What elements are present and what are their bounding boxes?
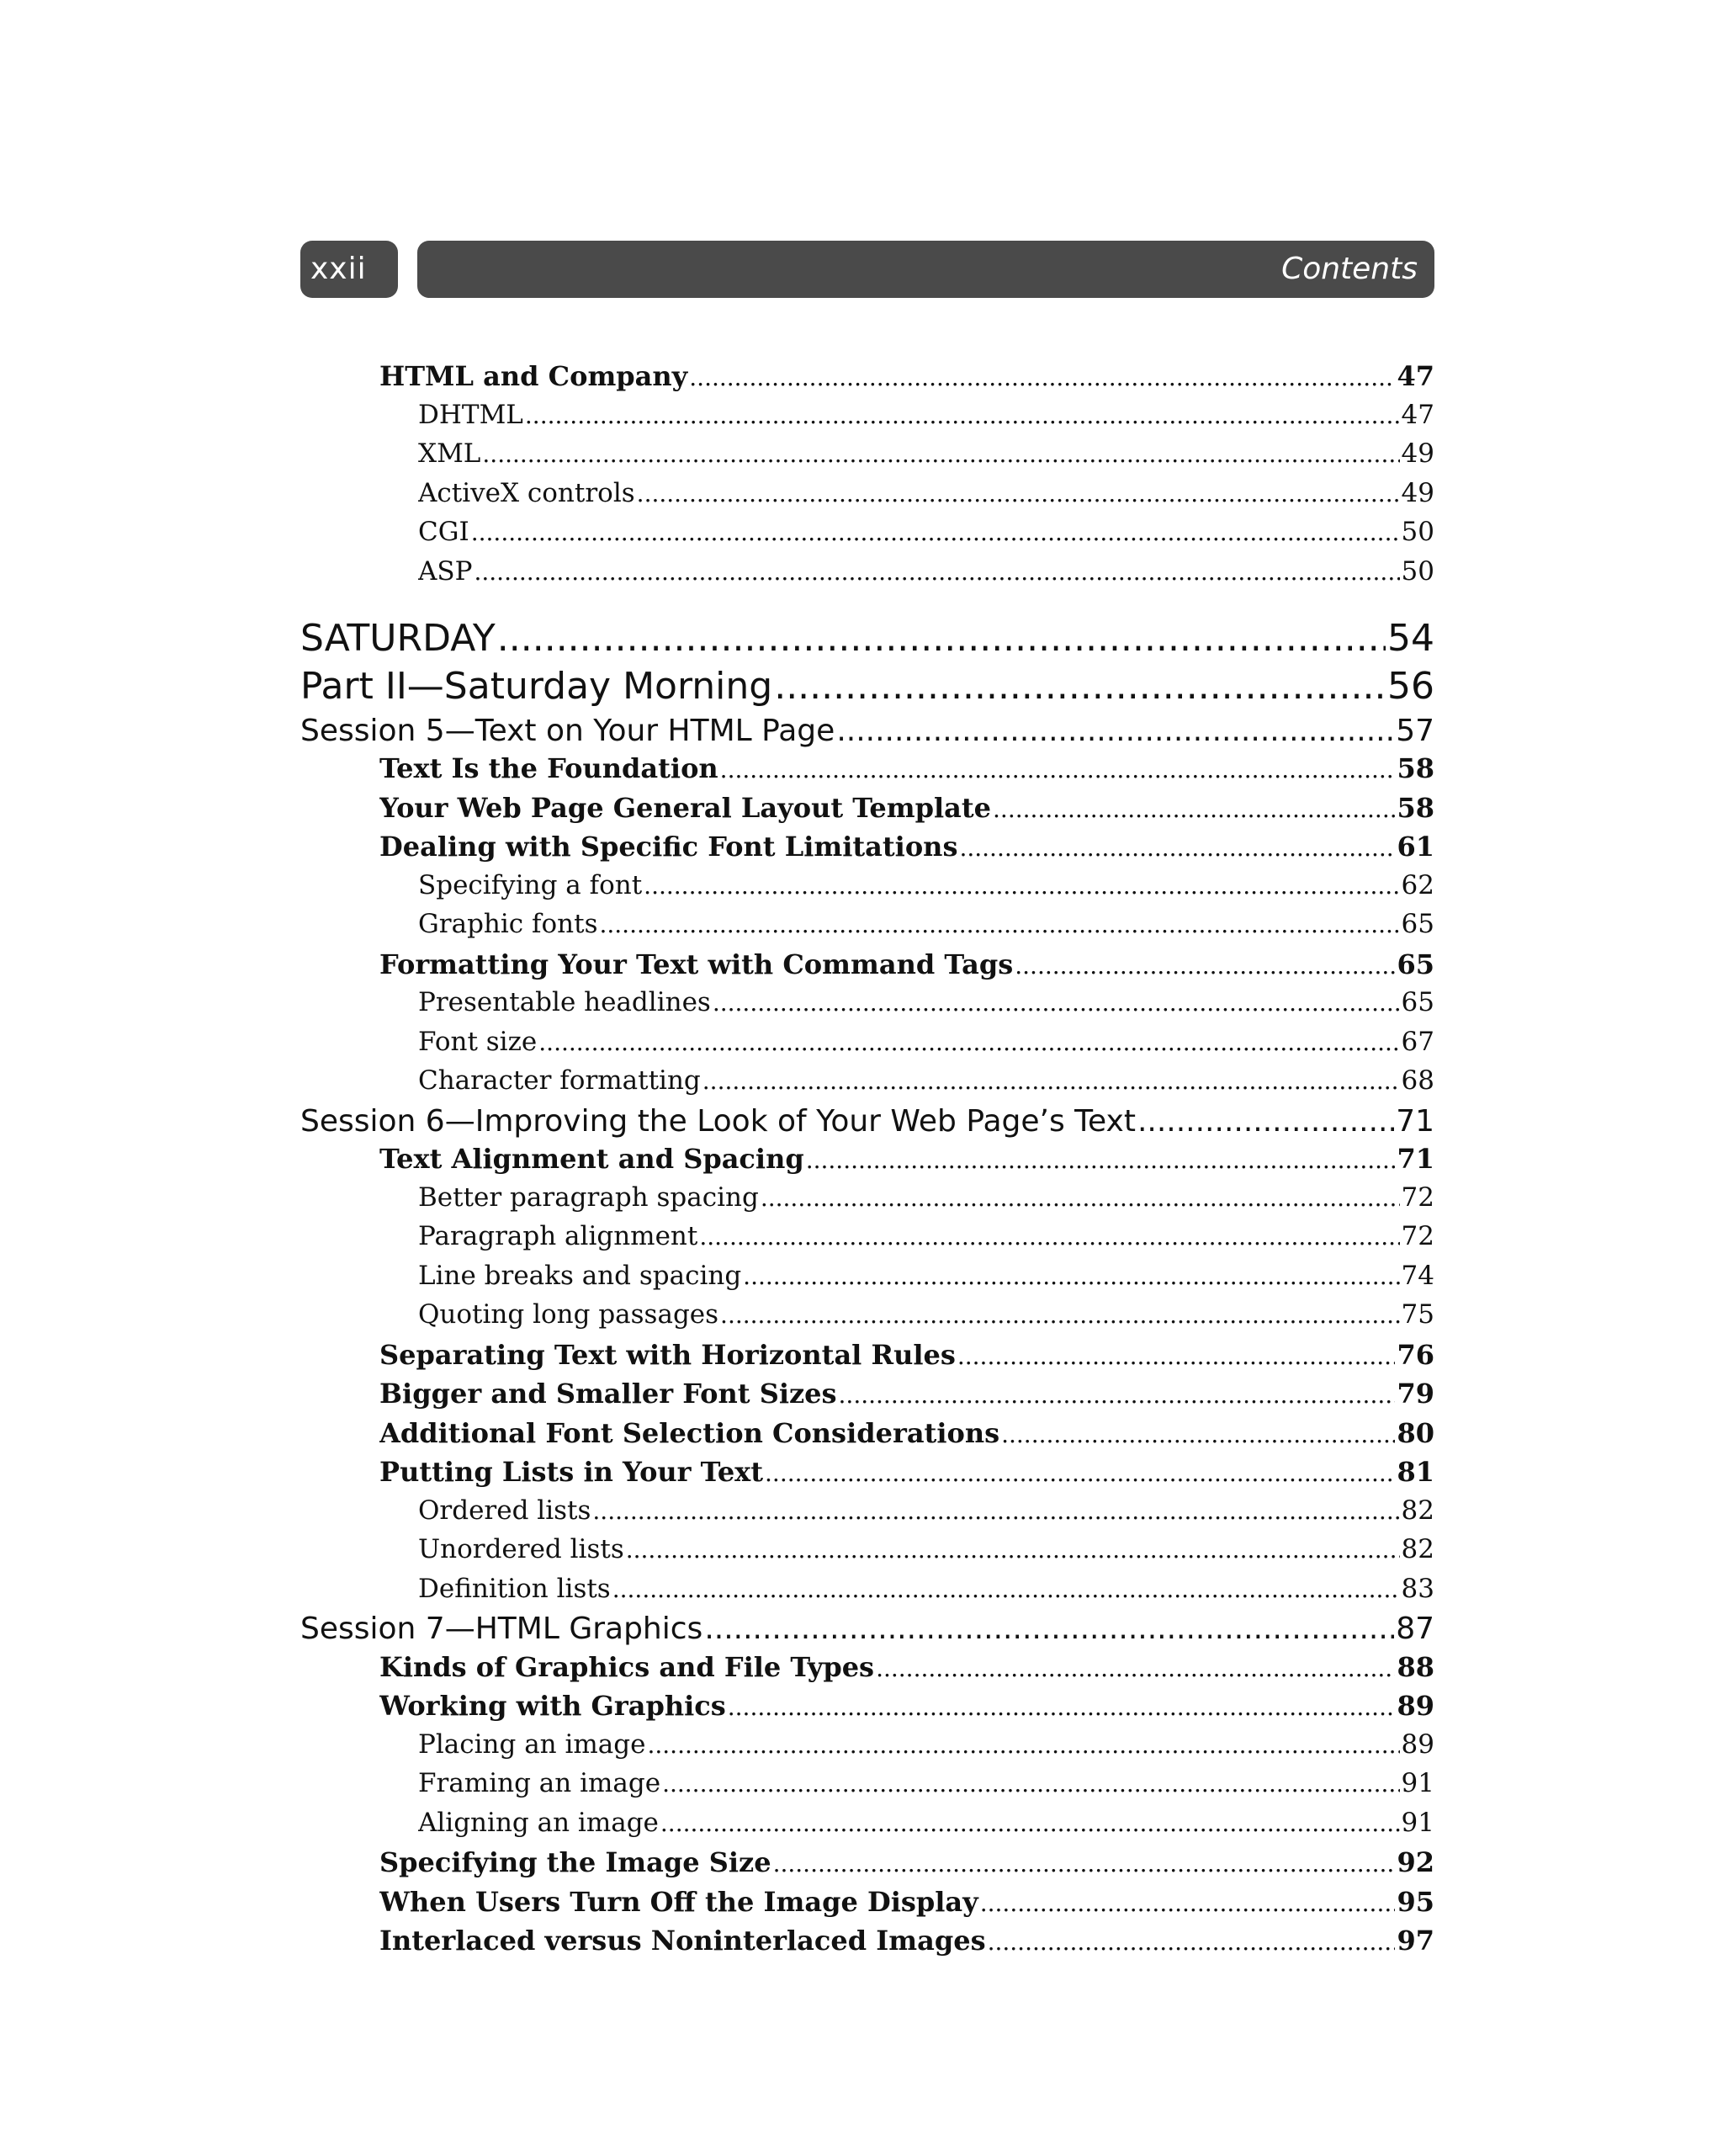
toc-dot-leader xyxy=(806,1146,1396,1174)
toc-entry-page: 47 xyxy=(1401,400,1434,430)
toc-entry-title: HTML and Company xyxy=(379,360,688,392)
toc-entry-page: 72 xyxy=(1401,1182,1434,1213)
toc-entry-title: Definition lists xyxy=(418,1574,611,1604)
toc-dot-leader xyxy=(637,480,1400,507)
toc-entry-page: 58 xyxy=(1397,792,1434,824)
toc-dot-leader xyxy=(1015,952,1395,980)
toc-entry-page: 89 xyxy=(1397,1690,1434,1722)
toc-entry-page: 92 xyxy=(1397,1846,1434,1878)
toc-entry xyxy=(300,617,1434,664)
toc-dot-leader xyxy=(980,1889,1396,1917)
toc-dot-leader xyxy=(525,401,1400,429)
toc-entry xyxy=(379,1339,1434,1376)
toc-entry-page: 91 xyxy=(1401,1808,1434,1838)
toc-entry-title: Ordered lists xyxy=(418,1495,591,1526)
toc-entry-page: 71 xyxy=(1396,1104,1434,1139)
toc-entry-title: Session 6—Improving the Look of Your Web Page’s Text xyxy=(300,1104,1136,1139)
toc-entry-page: 76 xyxy=(1397,1339,1434,1371)
toc-entry-page: 81 xyxy=(1397,1456,1434,1488)
toc-entry-title: Presentable headlines xyxy=(418,987,711,1017)
toc-entry-page: 65 xyxy=(1397,948,1434,980)
toc-entry-title: Paragraph alignment xyxy=(418,1221,698,1251)
toc-entry-page: 82 xyxy=(1401,1534,1434,1564)
toc-dot-leader xyxy=(957,1342,1396,1370)
toc-entry xyxy=(418,1534,1434,1571)
toc-entry-page: 97 xyxy=(1397,1925,1434,1957)
toc-entry-page: 49 xyxy=(1401,438,1434,469)
toc-entry-title: Specifying a font xyxy=(418,870,643,900)
toc-entry xyxy=(300,714,1434,752)
toc-entry xyxy=(379,1651,1434,1688)
toc-entry-page: 58 xyxy=(1397,752,1434,784)
toc-entry-title: Bigger and Smaller Font Sizes xyxy=(379,1378,837,1410)
toc-entry-page: 65 xyxy=(1401,909,1434,939)
toc-entry xyxy=(379,1143,1434,1180)
toc-entry xyxy=(418,1808,1434,1845)
toc-dot-leader xyxy=(704,1612,1394,1646)
toc-entry-title: Character formatting xyxy=(418,1065,701,1096)
toc-entry-page: 50 xyxy=(1401,517,1434,547)
toc-entry-page: 68 xyxy=(1401,1065,1434,1096)
toc-entry-title: Graphic fonts xyxy=(418,909,598,939)
toc-dot-leader xyxy=(660,1809,1400,1837)
toc-entry-title: DHTML xyxy=(418,400,523,430)
toc-dot-leader xyxy=(720,1301,1400,1329)
toc-dot-leader xyxy=(765,1459,1395,1487)
toc-entry-page: 47 xyxy=(1397,360,1434,392)
toc-entry-page: 95 xyxy=(1397,1886,1434,1918)
toc-entry-title: Text Alignment and Spacing xyxy=(379,1143,804,1175)
toc-dot-leader xyxy=(471,518,1400,546)
toc-entry xyxy=(379,792,1434,829)
toc-entry xyxy=(418,1065,1434,1102)
toc-entry xyxy=(300,665,1434,712)
toc-entry-title: Working with Graphics xyxy=(379,1690,726,1722)
toc-dot-leader xyxy=(626,1536,1400,1564)
toc-entry-page: 62 xyxy=(1401,870,1434,900)
toc-entry xyxy=(418,1182,1434,1219)
toc-entry-page: 50 xyxy=(1401,556,1434,587)
toc-dot-leader xyxy=(699,1223,1399,1251)
toc-entry xyxy=(379,1417,1434,1454)
toc-entry xyxy=(418,1768,1434,1805)
toc-entry-page: 89 xyxy=(1401,1729,1434,1760)
toc-entry-title: ActiveX controls xyxy=(418,478,635,508)
toc-entry xyxy=(418,556,1434,593)
toc-entry-page: 82 xyxy=(1401,1495,1434,1526)
toc-entry-title: Formatting Your Text with Command Tags xyxy=(379,948,1014,980)
toc-dot-leader xyxy=(662,1770,1399,1798)
toc-entry xyxy=(379,831,1434,868)
toc-dot-leader xyxy=(720,756,1396,783)
toc-entry-page: 67 xyxy=(1401,1027,1434,1057)
toc-entry xyxy=(300,1612,1434,1650)
toc-entry-title: Specifying the Image Size xyxy=(379,1846,771,1878)
toc-dot-leader xyxy=(647,1731,1399,1759)
toc-entry-title: Interlaced versus Noninterlaced Images xyxy=(379,1925,986,1957)
toc-dot-leader xyxy=(644,872,1399,900)
toc-entry-title: Part II—Saturday Morning xyxy=(300,665,773,708)
toc-entry-page: 87 xyxy=(1396,1612,1434,1646)
toc-entry-title: CGI xyxy=(418,517,469,547)
toc-dot-leader xyxy=(538,1028,1399,1056)
toc-entry-title: Putting Lists in Your Text xyxy=(379,1456,764,1488)
toc-dot-leader xyxy=(713,989,1400,1017)
toc-entry-title: Session 7—HTML Graphics xyxy=(300,1612,703,1646)
toc-dot-leader xyxy=(702,1067,1400,1095)
toc-entry xyxy=(418,1221,1434,1258)
toc-entry xyxy=(418,1299,1434,1336)
toc-entry-title: ASP xyxy=(418,556,473,587)
toc-entry-page: 61 xyxy=(1397,831,1434,863)
toc-dot-leader xyxy=(773,1850,1396,1877)
toc-dot-leader xyxy=(482,440,1399,468)
toc-dot-leader xyxy=(836,714,1394,748)
toc-entry-page: 83 xyxy=(1401,1574,1434,1604)
toc-entry xyxy=(379,1456,1434,1493)
toc-entry-title: Text Is the Foundation xyxy=(379,752,718,784)
toc-entry-title: Separating Text with Horizontal Rules xyxy=(379,1339,956,1371)
toc-entry xyxy=(379,360,1434,397)
toc-entry xyxy=(418,438,1434,475)
toc-entry-title: Your Web Page General Layout Template xyxy=(379,792,992,824)
toc-entry-title: Session 5—Text on Your HTML Page xyxy=(300,714,835,748)
toc-entry-title: SATURDAY xyxy=(300,617,496,660)
toc-entry xyxy=(379,1846,1434,1883)
toc-entry-page: 54 xyxy=(1387,617,1434,660)
toc-entry xyxy=(418,987,1434,1024)
toc-entry xyxy=(379,1690,1434,1727)
toc-entry-page: 79 xyxy=(1397,1378,1434,1410)
toc-entry xyxy=(379,1886,1434,1923)
toc-dot-leader xyxy=(761,1184,1400,1212)
toc-entry xyxy=(300,1104,1434,1143)
toc-entry-title: When Users Turn Off the Image Display xyxy=(379,1886,978,1918)
toc-entry-title: Framing an image xyxy=(418,1768,661,1798)
toc-entry xyxy=(418,1574,1434,1611)
toc-entry-page: 74 xyxy=(1401,1261,1434,1291)
toc-entry-title: Aligning an image xyxy=(418,1808,659,1838)
toc-dot-leader xyxy=(839,1381,1396,1409)
toc-entry xyxy=(418,1027,1434,1064)
toc-entry-page: 57 xyxy=(1396,714,1434,748)
toc-dot-leader xyxy=(612,1575,1400,1603)
toc-dot-leader xyxy=(1001,1421,1395,1448)
toc-entry xyxy=(418,1729,1434,1766)
toc-dot-leader xyxy=(876,1654,1395,1682)
toc-dot-leader xyxy=(1137,1104,1394,1139)
toc-dot-leader xyxy=(497,617,1386,660)
toc-entry-title: Unordered lists xyxy=(418,1534,624,1564)
toc-entry-title: Placing an image xyxy=(418,1729,646,1760)
toc-entry-page: 72 xyxy=(1401,1221,1434,1251)
toc-entry xyxy=(418,478,1434,515)
toc-entry-title: Quoting long passages xyxy=(418,1299,719,1330)
toc-dot-leader xyxy=(689,364,1395,391)
toc-dot-leader xyxy=(728,1693,1396,1721)
toc-entry-page: 71 xyxy=(1397,1143,1434,1175)
toc-dot-leader xyxy=(592,1497,1399,1525)
toc-entry xyxy=(379,752,1434,789)
toc-entry-page: 91 xyxy=(1401,1768,1434,1798)
toc-dot-leader xyxy=(993,795,1395,823)
header-section-title: Contents xyxy=(417,241,1434,298)
toc-dot-leader xyxy=(988,1928,1396,1956)
toc-entry-page: 49 xyxy=(1401,478,1434,508)
toc-entry-page: 65 xyxy=(1401,987,1434,1017)
toc-entry xyxy=(418,400,1434,437)
toc-entry-page: 88 xyxy=(1397,1651,1434,1683)
toc-entry xyxy=(379,1378,1434,1415)
toc-entry-title: Font size xyxy=(418,1027,538,1057)
toc-entry-title: Line breaks and spacing xyxy=(418,1261,742,1291)
toc-entry xyxy=(379,1925,1434,1962)
toc-entry xyxy=(418,1261,1434,1298)
toc-entry-title: Dealing with Specific Font Limitations xyxy=(379,831,958,863)
toc-entry xyxy=(418,1495,1434,1532)
toc-entry-page: 75 xyxy=(1401,1299,1434,1330)
toc-entry-title: Additional Font Selection Considerations xyxy=(379,1417,1000,1449)
toc-entry xyxy=(418,870,1434,907)
toc-entry xyxy=(418,909,1434,946)
toc-entry-page: 56 xyxy=(1387,665,1434,708)
header-page-number: xxii xyxy=(300,241,398,298)
toc-entry-title: XML xyxy=(418,438,481,469)
toc-dot-leader xyxy=(474,558,1399,586)
toc-entry-title: Better paragraph spacing xyxy=(418,1182,759,1213)
toc-entry-page: 80 xyxy=(1397,1417,1434,1449)
toc-entry xyxy=(379,948,1434,985)
toc-dot-leader xyxy=(599,911,1399,938)
toc-dot-leader xyxy=(774,665,1386,708)
toc-dot-leader xyxy=(743,1262,1399,1290)
toc-dot-leader xyxy=(959,834,1395,862)
toc-entry-title: Kinds of Graphics and File Types xyxy=(379,1651,875,1683)
toc-entry xyxy=(418,517,1434,554)
